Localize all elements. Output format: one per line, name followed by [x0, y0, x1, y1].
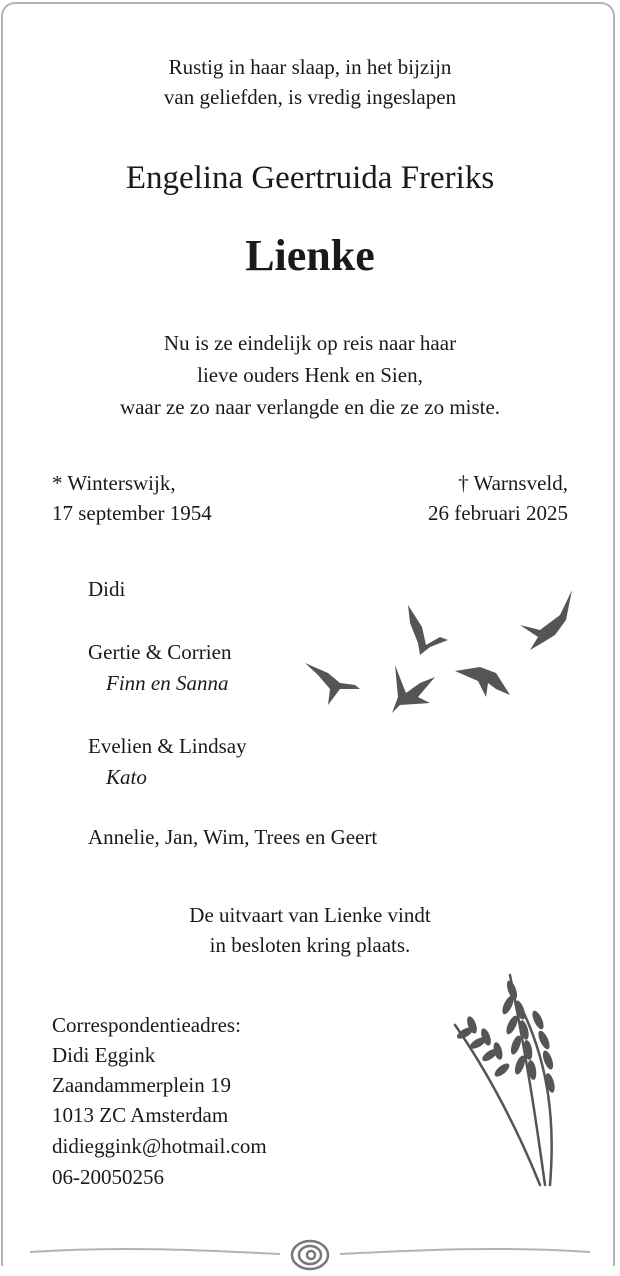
family-children: Finn en Sanna — [106, 671, 229, 695]
correspondence-label: Correspondentieadres: — [52, 1013, 241, 1037]
correspondence-city: 1013 ZC Amsterdam — [52, 1103, 229, 1127]
correspondence-email: didieggink@hotmail.com — [52, 1134, 267, 1158]
deceased-nickname: Lienke — [245, 231, 375, 280]
quote-line-1: Nu is ze eindelijk op reis naar haar — [163, 331, 457, 355]
family-member: Gertie & Corrien — [88, 640, 232, 664]
family-member: Evelien & Lindsay — [88, 734, 247, 758]
intro-line-1: Rustig in haar slaap, in het bijzijn — [168, 55, 452, 79]
correspondence-phone: 06-20050256 — [52, 1165, 164, 1189]
correspondence-name: Didi Eggink — [52, 1043, 156, 1067]
intro-line-2: van geliefden, is vredig ingeslapen — [163, 85, 457, 109]
wheat-icon — [450, 965, 580, 1195]
flying-birds-icon — [300, 585, 590, 725]
birth-date: 17 september 1954 — [52, 501, 212, 525]
birth-place: * Winterswijk, — [52, 471, 176, 495]
quote-line-2: lieve ouders Henk en Sien, — [197, 363, 423, 387]
correspondence-street: Zaandammerplein 19 — [52, 1073, 232, 1097]
funeral-line-1: De uitvaart van Lienke vindt — [189, 903, 431, 927]
deceased-full-name: Engelina Geertruida Freriks — [125, 160, 495, 196]
family-member: Didi — [88, 577, 126, 601]
death-place: † Warnsveld, — [458, 471, 568, 495]
rose-logo-icon — [288, 1238, 332, 1272]
death-date: 26 februari 2025 — [428, 501, 568, 525]
family-children: Kato — [106, 765, 147, 789]
funeral-line-2: in besloten kring plaats. — [209, 933, 411, 957]
family-member: Annelie, Jan, Wim, Trees en Geert — [88, 825, 378, 849]
quote-line-3: waar ze zo naar verlangde en die ze zo miste. — [119, 395, 501, 419]
